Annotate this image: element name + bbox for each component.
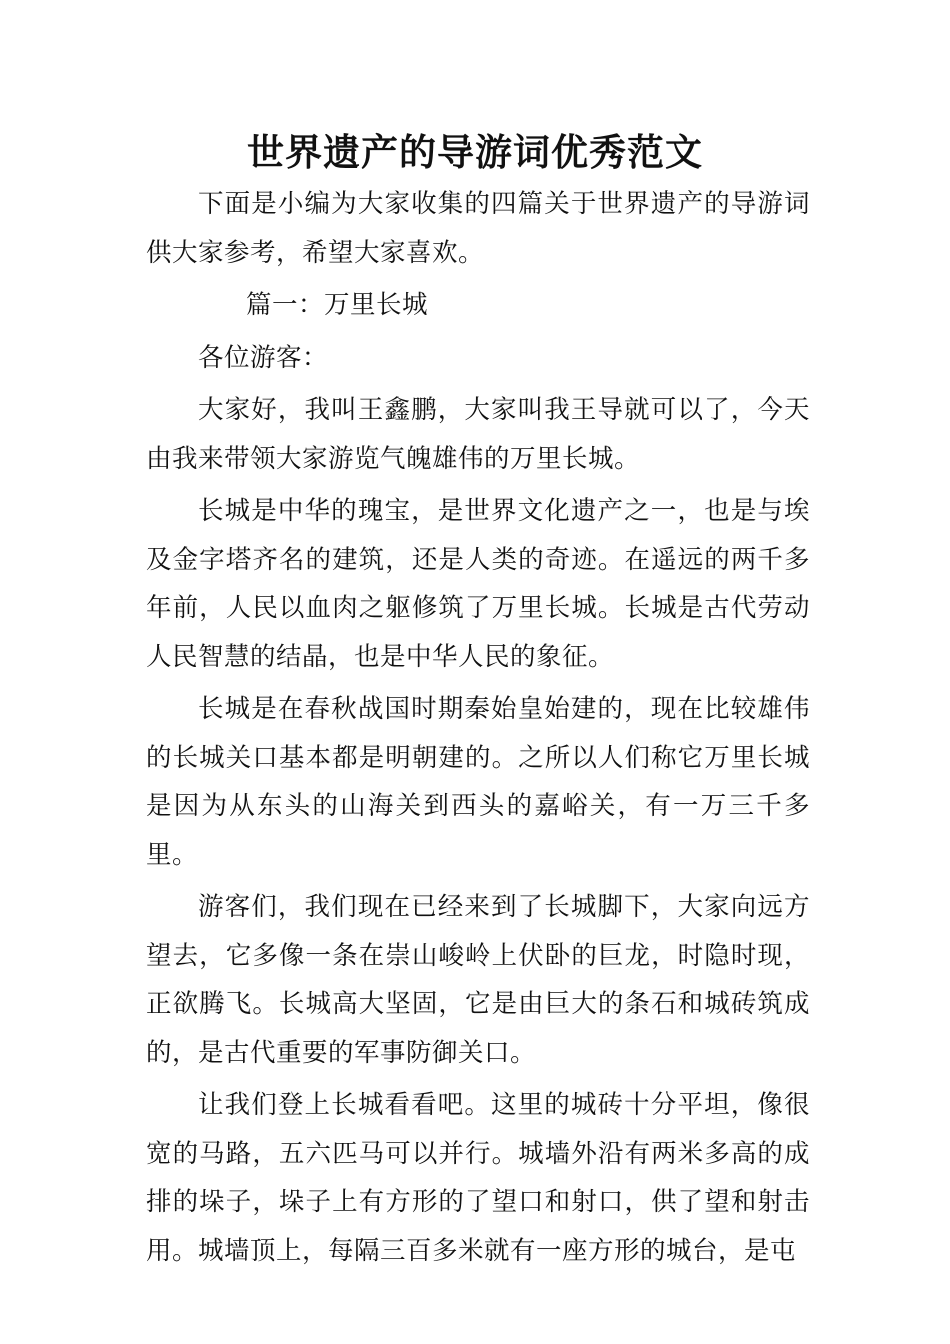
section-heading: 篇一：万里长城 — [246, 290, 429, 320]
body-paragraph: 大家好，我叫王鑫鹏，大家叫我王导就可以了，今天由我来带领大家游览气魄雄伟的万里长城。 — [146, 395, 810, 474]
document-body — [146, 180, 810, 1275]
greeting-paragraph: 各位游客： — [198, 342, 329, 373]
body-paragraph: 让我们登上长城看看吧。这里的城砖十分平坦，像很宽的马路，五六匹马可以并行。城墙外沿有两米多高的成排的垛子，垛子上有方形的了望口和射口，供了望和射击用。城墙顶上，每隔三百多米就有一座方形的城台，是屯 — [146, 1090, 810, 1266]
body-paragraph: 游客们，我们现在已经来到了长城脚下，大家向远方望去，它多像一条在崇山峻岭上伏卧的巨龙，时隐时现，正欲腾飞。长城高大坚固，它是由巨大的条石和城砖筑成的，是古代重要的军事防御关口。 — [146, 892, 810, 1068]
intro-paragraph: 下面是小编为大家收集的四篇关于世界遗产的导游词供大家参考，希望大家喜欢。 — [146, 189, 810, 268]
body-paragraph: 长城是中华的瑰宝，是世界文化遗产之一，也是与埃及金字塔齐名的建筑，还是人类的奇迹。在遥远的两千多年前，人民以血肉之躯修筑了万里长城。长城是古代劳动人民智慧的结晶，也是中华人民的象征。 — [146, 496, 810, 672]
body-paragraph: 长城是在春秋战国时期秦始皇始建的，现在比较雄伟的长城关口基本都是明朝建的。之所以人们称它万里长城是因为从东头的山海关到西头的嘉峪关，有一万三千多里。 — [146, 694, 810, 870]
document-title: 世界遗产的导游词优秀范文 — [247, 130, 703, 174]
